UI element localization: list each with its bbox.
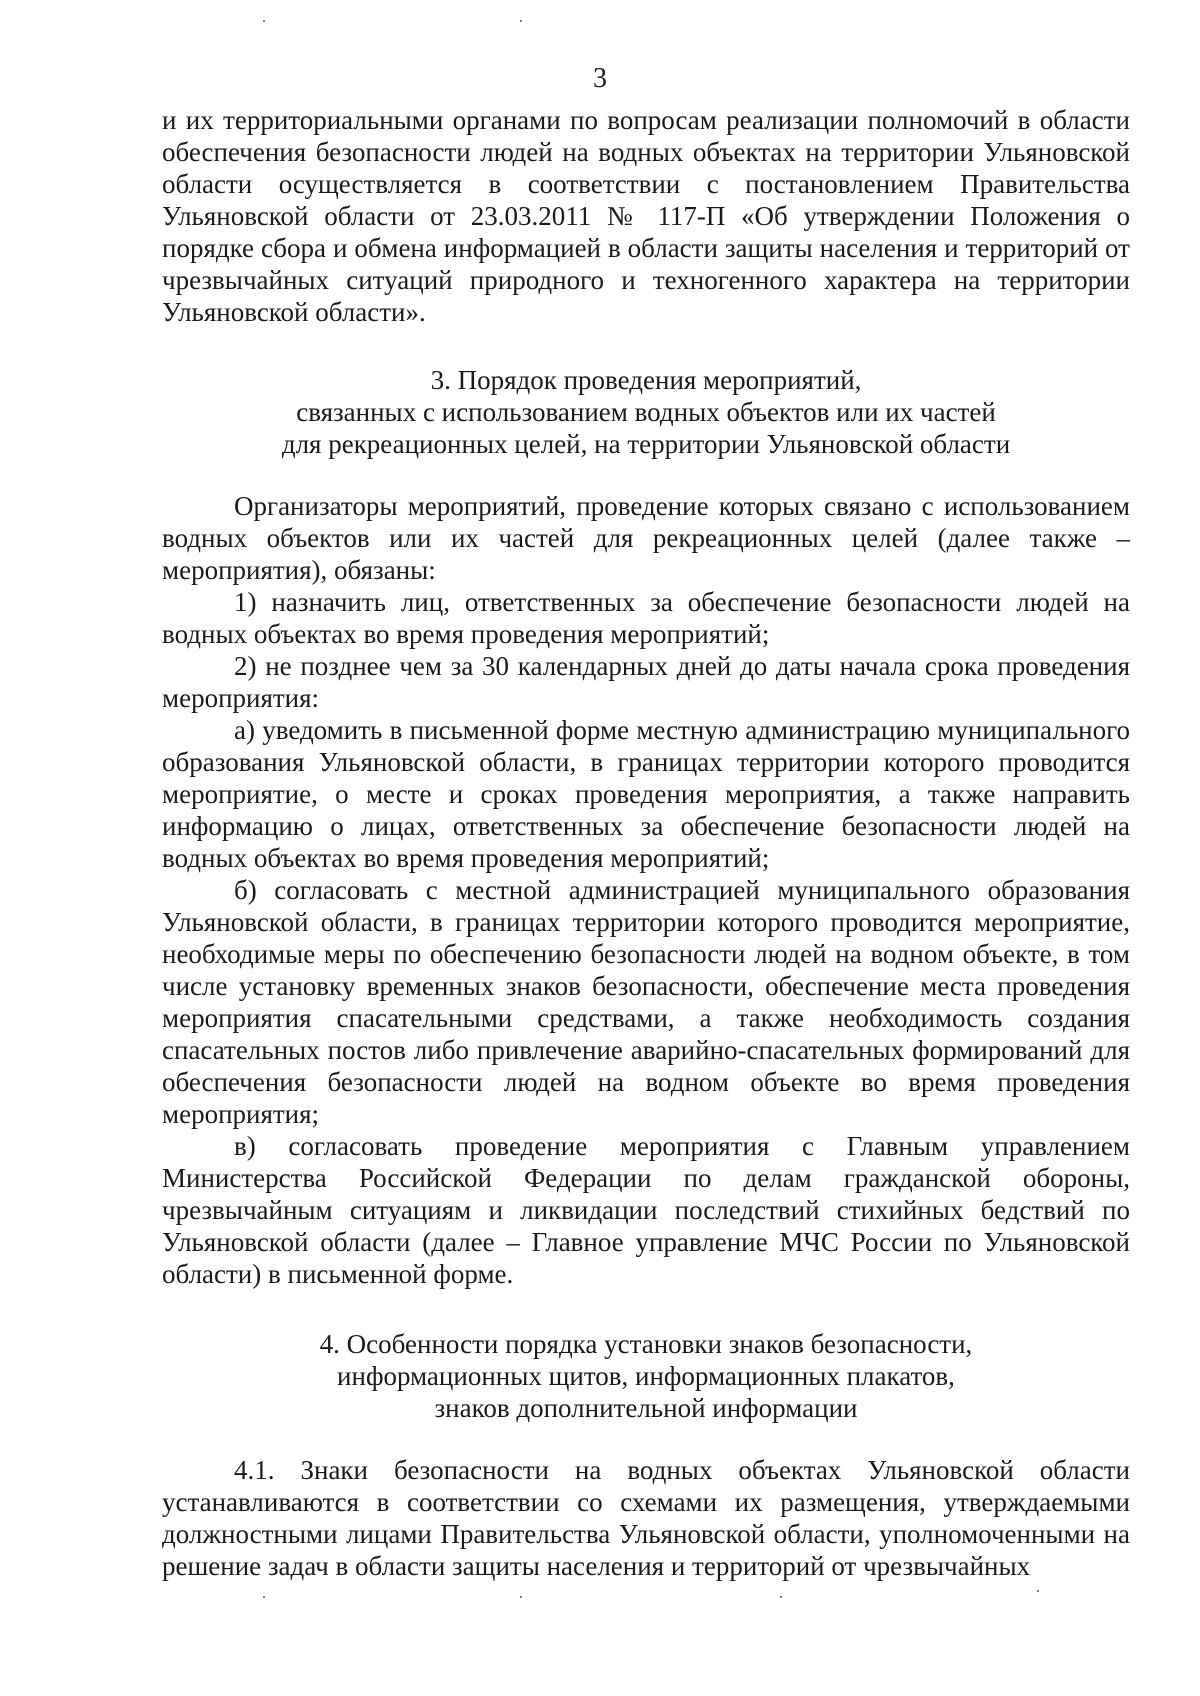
section-3-paragraph: 1) назначить лиц, ответственных за обеспечение безопасности людей на водных объектах во время проведения мероприятий;	[162, 587, 1130, 649]
section-4-paragraph: 4.1. Знаки безопасности на водных объектах Ульяновской области устанавливаются в соответствии со схемами их размещения, утверждаемыми должностными лицами Правительства Ульяновской области, уполномоченными на решение задач в области защиты населения и территорий от чрезвычайных	[162, 1455, 1130, 1581]
section-4-heading-line: знаков дополнительной информации	[434, 1393, 858, 1423]
scan-speck	[520, 1596, 522, 1598]
scan-speck	[263, 1596, 265, 1598]
section-3-paragraph: Организаторы мероприятий, проведение которых связано с использованием водных объектов или их частей для рекреационных целей (далее также – мероприятия), обязаны:	[162, 491, 1130, 585]
section-3-paragraph: 2) не позднее чем за 30 календарных дней до даты начала срока проведения мероприятия:	[162, 651, 1130, 713]
section-3-body	[162, 490, 1130, 1290]
section-4-heading	[162, 1328, 1130, 1424]
section-4-heading-line: информационных щитов, информационных плакатов,	[337, 1361, 955, 1391]
scan-speck	[263, 20, 265, 22]
section-3-paragraph: а) уведомить в письменной форме местную администрацию муниципального образования Ульяновской области, в границах территории которого проводится мероприятие, о месте и сроках проведения мероприятия, а также направить информацию о лицах, ответственных за обеспечение безопасности людей на водных объектах во время проведения мероприятий;	[162, 715, 1130, 873]
scan-speck	[1037, 1590, 1039, 1592]
scan-speck	[780, 1596, 782, 1598]
section-3-heading-line: 3. Порядок проведения мероприятий,	[430, 365, 862, 395]
intro-text-block	[162, 104, 1130, 328]
section-3-heading-line: связанных с использованием водных объектов или их частей	[296, 397, 996, 427]
section-3-paragraph: б) согласовать с местной администрацией муниципального образования Ульяновской области, в границах территории которого проводится мероприятие, необходимые меры по обеспечению безопасности людей на водном объекте, в том числе установку временных знаков безопасности, обеспечение места проведения мероприятия спасательными средствами, а также необходимость создания спасательных постов либо привлечение аварийно-спасательных формирований для обеспечения безопасности людей на водном объекте во время проведения мероприятия;	[162, 875, 1130, 1129]
section-4-heading-line: 4. Особенности порядка установки знаков безопасности,	[319, 1329, 973, 1359]
scan-speck	[520, 20, 522, 22]
intro-paragraph: и их территориальными органами по вопросам реализации полномочий в области обеспечения безопасности людей на водных объектах на территории Ульяновской области осуществляется в соответствии с постановлением Правительства Ульяновской области от 23.03.2011 № 117-П «Об утверждении Положения о порядке сбора и обмена информацией в области защиты населения и территорий от чрезвычайных ситуаций природного и техногенного характера на территории Ульяновской области».	[162, 105, 1130, 327]
section-4-body	[162, 1454, 1130, 1582]
section-3-heading-line: для рекреационных целей, на территории Ульяновской области	[281, 429, 1011, 459]
page-number: 3	[593, 63, 607, 94]
section-3-paragraph: в) согласовать проведение мероприятия с Главным управлением Министерства Российской Федерации по делам гражданской обороны, чрезвычайным ситуациям и ликвидации последствий стихийных бедствий по Ульяновской области (далее – Главное управление МЧС России по Ульяновской области) в письменной форме.	[162, 1131, 1130, 1289]
section-3-heading	[162, 364, 1130, 460]
